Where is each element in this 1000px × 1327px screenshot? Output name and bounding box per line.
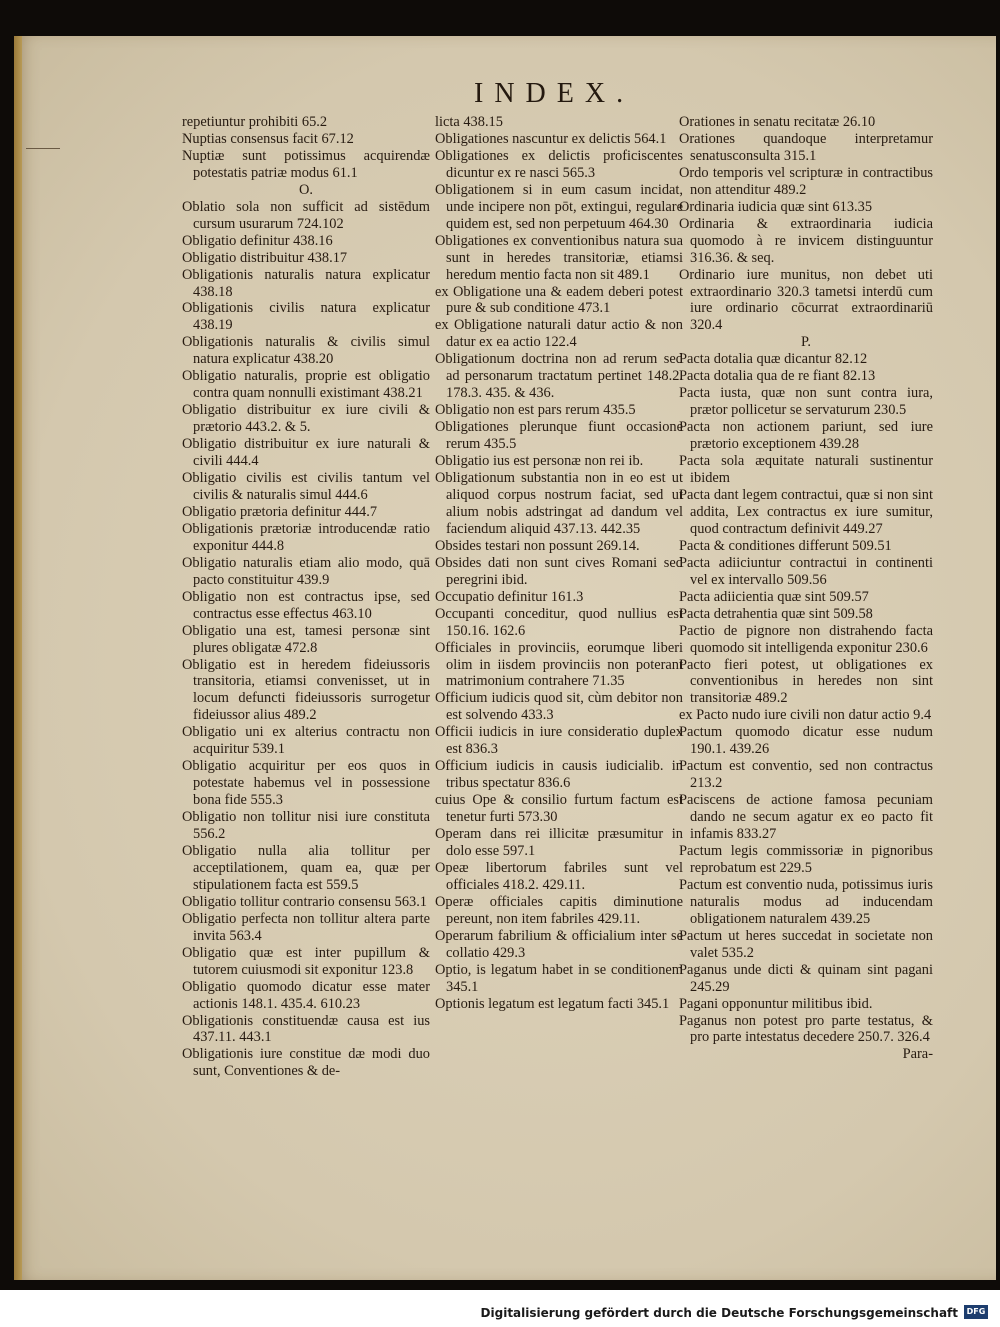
index-entry: Obligatio non tollitur nisi iure constituta 556.2 [182,809,430,843]
index-entry: Obligatio distribuitur ex iure naturali & civili 444.4 [182,436,430,470]
banner-text: Digitalisierung gefördert durch die Deutsche Forschungsgemeinschaft [480,1306,958,1320]
index-column-2 [435,114,683,1013]
index-entry: licta 438.15 [435,114,503,130]
index-entry: Obligationes ex conventionibus natura sua sunt in heredes transitoriæ, etiamsi heredum mentio facta non sit 489.1 [435,232,683,283]
index-entry: Obsides dati non sunt cives Romani sed peregrini ibid. [435,554,683,588]
index-entry: Obligatio ius est personæ non rei ib. [435,453,644,470]
index-entry: Obligatio est in heredem fideiussoris transitoria, etiamsi convenisset, ut in locum defuncti fideiussoris surrogetur fideiussor alius 489.2 [182,656,430,724]
index-entry: Obligatio quomodo dicatur esse mater actionis 148.1. 435.4. 610.23 [182,978,430,1012]
index-entry: Obligationis prætoriæ introducendæ ratio exponitur 444.8 [182,520,430,554]
index-entry: Pagani opponuntur militibus ibid. [679,995,873,1012]
index-entry: Pacta adiiciuntur contractui in continenti vel ex intervallo 509.56 [679,554,933,588]
index-entry: Obligatio una est, tamesi personæ sint plures obligatæ 472.8 [182,622,430,656]
index-entry: Occupanti conceditur, quod nullius est 150.16. 162.6 [435,605,683,639]
index-entry: Optionis legatum est legatum facti 345.1 [435,995,670,1012]
index-entry: Pacta detrahentia quæ sint 509.58 [679,605,873,622]
index-entry: Pacto fieri potest, ut obligationes ex conventionibus in heredes non sint transitoriæ 489.2 [679,656,933,707]
index-entry: Pactum legis commissoriæ in pignoribus reprobatum est 229.5 [679,842,933,876]
index-entry: Obligatio acquiritur per eos quos in potestate habemus vel in possessione bona fide 555.3 [182,758,430,809]
index-entry: Obligatio prætoria definitur 444.7 [182,503,378,520]
index-entry: Obligationis civilis natura explicatur 438.19 [182,300,430,334]
index-entry: repetiuntur prohibiti 65.2 [182,114,328,130]
index-entry: Pacta sola æquitate naturali sustinentur ibidem [679,453,933,487]
index-entry: Nuptiæ sunt potissimus acquirendæ potestatis patriæ modus 61.1 [182,147,430,181]
index-entry: Ordinaria & extraordinaria iudicia quomodo à re invicem distinguuntur 316.36. & seq. [679,215,933,266]
index-entry: Paganus non potest pro parte testatus, & pro parte intestatus decedere 250.7. 326.4 [679,1012,933,1046]
index-entry: Officiales in provinciis, eorumque liberi olim in iisdem provinciis non poterant matrimonium contrahere 71.35 [435,639,683,690]
index-entry: Obligatio nulla alia tollitur per acceptilationem, quam ea, quæ per stipulationem facta est 559.5 [182,842,430,893]
index-entry: Pacta dotalia qua de re fiant 82.13 [679,368,876,385]
index-entry: Pacta dotalia quæ dicantur 82.12 [679,351,868,368]
index-entry: Optio, is legatum habet in se conditionem 345.1 [435,961,683,995]
index-entry: Pactum quomodo dicatur esse nudum 190.1. 439.26 [679,724,933,758]
index-entry: Obligationum doctrina non ad rerum sed ad personarum tractatum pertinet 148.2. 178.3. 435. & 436. [435,351,683,402]
index-entry: Obligationes plerunque fiunt occasione rerum 435.5 [435,419,683,453]
index-entry: Obligatio tollitur contrario consensu 563.1 [182,893,427,910]
margin-mark [26,148,60,149]
index-column-3 [679,114,933,1063]
index-entry: Obligatio definitur 438.16 [182,232,333,249]
index-entry: Obligatio civilis est civilis tantum vel civilis & naturalis simul 444.6 [182,470,430,503]
index-entry: Obligatio naturalis, proprie est obligatio contra quam nonnulli existimant 438.21 [182,368,430,402]
index-entry: Obligationis naturalis natura explicatur 438.18 [182,266,430,300]
index-entry: Officium iudicis in causis iudicialib. in tribus spectatur 836.6 [435,758,683,792]
dfg-logo-icon: DFG [964,1305,988,1319]
index-entry: ex Obligatione una & eadem deberi potest pure & sub conditione 473.1 [435,283,683,317]
index-entry: ex Pacto nudo iure civili non datur actio 9.4 [679,707,932,724]
index-entry: ex Obligatione naturali datur actio & non datur ex ea actio 122.4 [435,317,683,351]
binding-edge [14,36,22,1280]
index-entry: Ordinaria iudicia quæ sint 613.35 [679,198,873,215]
index-entry: Obligationum substantia non in eo est ut aliquod corpus nostrum faciat, sed ut alium nobis adstringat ad dandum vel faciendum aliquid 437.13. 442.35 [435,470,683,537]
index-entry: Obligatio distribuitur ex iure civili & prætorio 443.2. & 5. [182,402,430,436]
index-entry: Operam dans rei illicitæ præsumitur in dolo esse 597.1 [435,826,683,859]
index-entry: Nuptias consensus facit 67.12 [182,130,354,147]
index-entry: Pactio de pignore non distrahendo facta quomodo sit intelligenda exponitur 230.6 [679,622,933,656]
index-entry: Obligatio non est contractus ipse, sed contractus esse effectus 463.10 [182,588,430,622]
index-entry: Pacta adiicientia quæ sint 509.57 [679,588,869,605]
index-entry: Ordinario iure munitus, non debet uti extraordinario 320.3 tametsi interdū cum iure ordinario cōcurrat extraordinariū 320.4 [679,266,933,334]
index-entry: Paganus unde dicti & quinam sint pagani 245.29 [679,961,933,995]
index-entry: Orationes in senatu recitatæ 26.10 [679,114,876,130]
index-entry: P. [800,334,811,351]
index-entry: Obligationes ex delictis proficiscentes dicuntur ex re nasci 565.3 [435,147,683,181]
index-entry: O. [299,181,313,198]
running-head: INDEX. [474,78,635,109]
index-entry: Operæ officiales capitis diminutione pereunt, non item fabriles 429.11. [435,893,683,927]
index-entry: Obligatio naturalis etiam alio modo, quā pacto constituitur 439.9 [182,554,430,588]
index-entry: Para- [902,1046,933,1063]
index-entry: Obligationis naturalis & civilis simul natura explicatur 438.20 [182,334,430,368]
index-entry: Officium iudicis quod sit, cùm debitor non est solvendo 433.3 [435,690,683,724]
index-column-1 [182,114,430,1080]
index-entry: Ordo temporis vel scripturæ in contractibus non attenditur 489.2 [679,164,933,198]
book-page [14,36,996,1280]
index-entry: Operarum fabrilium & officialium inter se collatio 429.3 [435,927,683,961]
index-entry: Pactum ut heres succedat in societate non valet 535.2 [679,927,933,961]
index-entry: Obligationes nascuntur ex delictis 564.1 [435,130,667,147]
index-entry: Obligationis iure constitue dæ modi duo sunt, Conventiones & de- [182,1046,430,1080]
index-entry: Obligatio quæ est inter pupillum & tutorem cuiusmodi sit exponitur 123.8 [182,944,430,978]
index-entry: Pacta non actionem pariunt, sed iure prætorio exceptionem 439.28 [679,419,933,453]
index-entry: Pactum est conventio, sed non contractus 213.2 [679,758,933,792]
index-entry: Occupatio definitur 161.3 [435,588,584,605]
index-entry: Obsides testari non possunt 269.14. [435,537,640,554]
digitization-banner [0,1294,1000,1327]
index-entry: Officii iudicis in iure consideratio duplex est 836.3 [435,724,683,758]
index-entry: Orationes quandoque interpretamur senatusconsulta 315.1 [679,130,933,164]
index-entry: Obligatio non est pars rerum 435.5 [435,402,636,419]
index-entry: Pacta dant legem contractui, quæ si non sint addita, Lex contractus ex iure sumitur, quod contractum definivit 449.27 [679,486,933,537]
index-entry: Paciscens de actione famosa pecuniam dando ne secum agatur ex eo pacto fit infamis 833.27 [679,792,933,843]
index-entry: Opeæ libertorum fabriles sunt vel officiales 418.2. 429.11. [435,859,683,893]
index-entry: Pacta iusta, quæ non sunt contra iura, prætor pollicetur se servaturum 230.5 [679,385,933,419]
index-entry: Obligatio distribuitur 438.17 [182,249,348,266]
index-entry: Obligationem si in eum casum incidat, unde incipere non pōt, extingui, regulare quidem est, sed non perpetuum 464.30 [435,181,683,232]
index-entry: Obligatio perfecta non tollitur altera parte invita 563.4 [182,910,430,944]
index-entry: Pactum est conventio nuda, potissimus iuris naturalis modus ad inducendam obligationem naturalem 439.25 [679,876,933,927]
index-entry: Obligationis constituendæ causa est ius 437.11. 443.1 [182,1012,430,1046]
index-entry: cuius Ope & consilio furtum factum est tenetur furti 573.30 [435,792,683,826]
index-entry: Obligatio uni ex alterius contractu non acquiritur 539.1 [182,724,430,758]
index-entry: Pacta & conditiones differunt 509.51 [679,537,892,554]
index-entry: Oblatio sola non sufficit ad sistēdum cursum usurarum 724.102 [182,198,430,232]
